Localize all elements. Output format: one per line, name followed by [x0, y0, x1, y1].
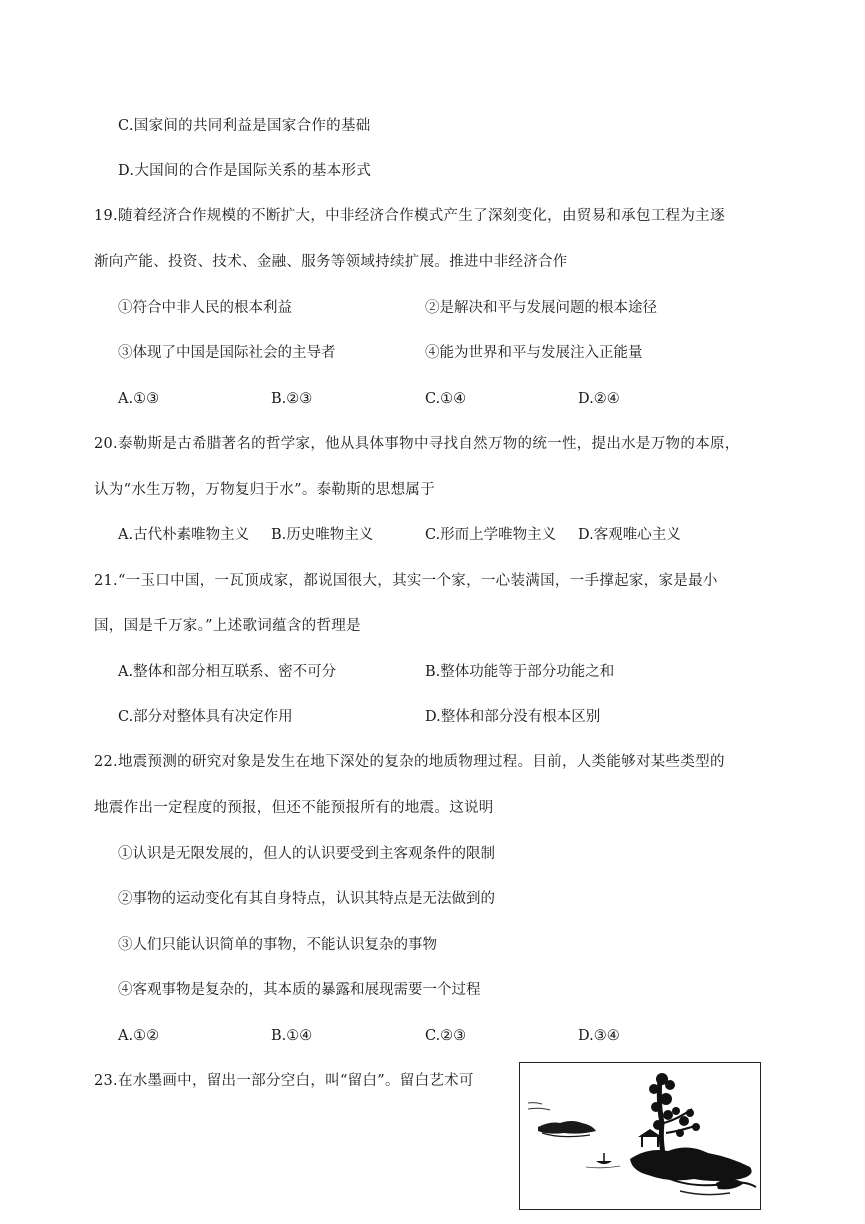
- option-c-prev: C.国家间的共同利益是国家合作的基础: [118, 118, 371, 134]
- q20-option-d: D.客观唯心主义: [578, 527, 681, 543]
- q22-item-2: ②事物的运动变化有其自身特点，认识其特点是无法做到的: [118, 891, 495, 907]
- q21-option-d: D.整体和部分没有根本区别: [425, 709, 601, 725]
- q22-item-4: ④客观事物是复杂的，其本质的暴露和展现需要一个过程: [118, 982, 481, 998]
- q21-stem-line-1: 21.“一玉口中国，一瓦顶成家，都说国很大，其实一个家，一心装满国，一手撑起家，家是最小: [94, 573, 718, 589]
- q20-stem-line-1: 20.泰勒斯是古希腊著名的哲学家，他从具体事物中寻找自然万物的统一性，提出水是万物的本原，: [94, 436, 740, 452]
- q19-option-a: A.①③: [118, 391, 160, 407]
- option-d-prev: D.大国间的合作是国际关系的基本形式: [118, 163, 372, 179]
- q22-option-b: B.①④: [271, 1028, 313, 1044]
- q19-option-c: C.①④: [425, 391, 467, 407]
- q22-stem-line-2: 地震作出一定程度的预报，但还不能预报所有的地震。这说明: [94, 800, 494, 816]
- q19-item-2: ②是解决和平与发展问题的根本途径: [425, 300, 657, 316]
- q19-stem-line-1: 19.随着经济合作规模的不断扩大，中非经济合作模式产生了深刻变化，由贸易和承包工程为主逐: [94, 208, 725, 224]
- q21-stem-line-2: 国，国是千万家。”上述歌词蕴含的哲理是: [94, 618, 361, 634]
- q22-item-1: ①认识是无限发展的，但人的认识要受到主客观条件的限制: [118, 846, 495, 862]
- q22-option-a: A.①②: [118, 1028, 160, 1044]
- ink-landscape-painting-icon: [520, 1063, 761, 1210]
- q20-option-b: B.历史唯物主义: [271, 527, 374, 543]
- ink-painting-figure: [519, 1062, 761, 1210]
- q23-stem-line-1: 23.在水墨画中，留出一部分空白，叫“留白”。留白艺术可: [94, 1073, 474, 1089]
- q22-option-d: D.③④: [578, 1028, 620, 1044]
- q19-stem-line-2: 渐向产能、投资、技术、金融、服务等领域持续扩展。推进中非经济合作: [94, 254, 568, 270]
- q20-option-c: C.形而上学唯物主义: [425, 527, 557, 543]
- q20-stem-line-2: 认为“水生万物，万物复归于水”。泰勒斯的思想属于: [94, 482, 436, 498]
- q21-option-b: B.整体功能等于部分功能之和: [425, 664, 615, 680]
- q20-option-a: A.古代朴素唯物主义: [118, 527, 250, 543]
- q21-option-c: C.部分对整体具有决定作用: [118, 709, 293, 725]
- q22-stem-line-1: 22.地震预测的研究对象是发生在地下深处的复杂的地质物理过程。目前，人类能够对某些类型的: [94, 754, 725, 770]
- q19-item-4: ④能为世界和平与发展注入正能量: [425, 345, 643, 361]
- q19-item-3: ③体现了中国是国际社会的主导者: [118, 345, 336, 361]
- q22-option-c: C.②③: [425, 1028, 467, 1044]
- q19-option-d: D.②④: [578, 391, 620, 407]
- q19-item-1: ①符合中非人民的根本利益: [118, 300, 292, 316]
- q19-option-b: B.②③: [271, 391, 313, 407]
- q22-item-3: ③人们只能认识简单的事物，不能认识复杂的事物: [118, 937, 437, 953]
- q21-option-a: A.整体和部分相互联系、密不可分: [118, 664, 337, 680]
